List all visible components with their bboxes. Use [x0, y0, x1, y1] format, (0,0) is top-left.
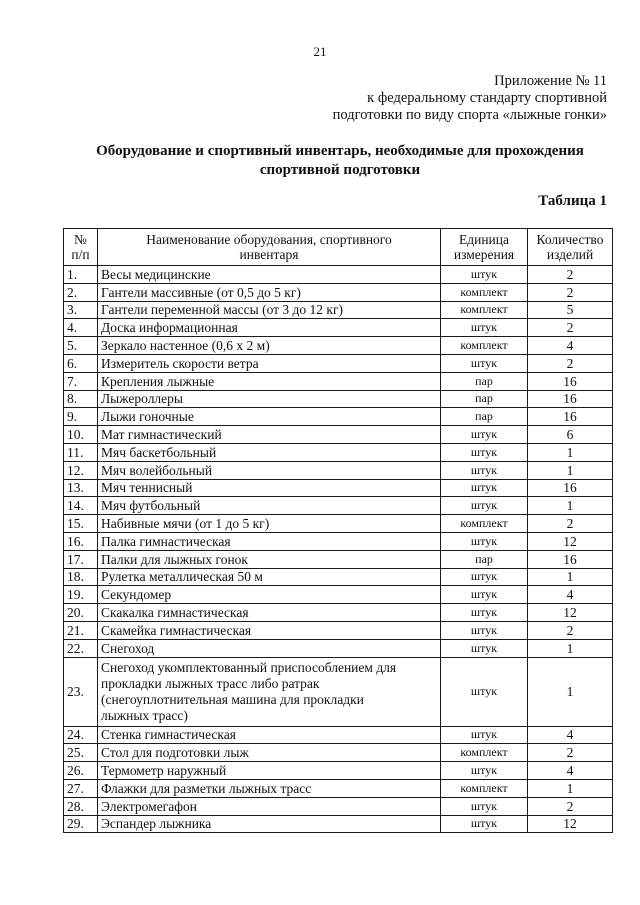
row-number: 21. [64, 621, 98, 639]
header-name [98, 229, 441, 266]
row-number: 23. [64, 657, 98, 726]
row-name: Секундомер [98, 586, 441, 604]
row-name: Рулетка металлическая 50 м [98, 568, 441, 586]
table-row [64, 586, 613, 604]
row-quantity: 2 [528, 319, 613, 337]
row-unit: штук [441, 815, 528, 833]
row-number: 3. [64, 301, 98, 319]
table-row [64, 532, 613, 550]
row-name: Мяч баскетбольный [98, 443, 441, 461]
row-name: Электромегафон [98, 797, 441, 815]
table-row [64, 726, 613, 744]
header-unit-line-1: Единица [458, 232, 509, 247]
row-unit: штук [441, 426, 528, 444]
table-row [64, 266, 613, 284]
row-quantity: 6 [528, 426, 613, 444]
row-unit: штук [441, 532, 528, 550]
table-row [64, 797, 613, 815]
title-line-1: Оборудование и спортивный инвентарь, необходимые для прохождения [96, 143, 584, 159]
row-quantity: 2 [528, 515, 613, 533]
row-number: 8. [64, 390, 98, 408]
row-unit: штук [441, 586, 528, 604]
row-unit: штук [441, 762, 528, 780]
row-unit: пар [441, 550, 528, 568]
title-line-2: спортивной подготовки [259, 162, 421, 178]
table-header-row [64, 229, 613, 266]
row-name: Флажки для разметки лыжных трасс [98, 779, 441, 797]
row-number: 5. [64, 337, 98, 355]
row-number: 27. [64, 779, 98, 797]
row-unit: штук [441, 266, 528, 284]
row-number: 26. [64, 762, 98, 780]
row-unit: штук [441, 726, 528, 744]
row-number: 2. [64, 283, 98, 301]
header-qty-line-2: изделий [546, 247, 594, 262]
header-unit [441, 229, 528, 266]
row-unit: комплект [441, 301, 528, 319]
row-name: Мат гимнастический [98, 426, 441, 444]
header-unit-line-2: измерения [453, 247, 515, 262]
row-number: 4. [64, 319, 98, 337]
row-quantity: 12 [528, 815, 613, 833]
row-number: 12. [64, 461, 98, 479]
row-name: Снегоход [98, 639, 441, 657]
row-unit: пар [441, 372, 528, 390]
appendix-line-1: Приложение № 11 [494, 73, 607, 89]
row-quantity: 1 [528, 779, 613, 797]
row-number: 11. [64, 443, 98, 461]
table-row [64, 461, 613, 479]
row-quantity: 12 [528, 532, 613, 550]
row-name-line: Снегоход укомплектованный приспособлением для [101, 659, 397, 675]
row-unit: пар [441, 390, 528, 408]
row-name: Мяч теннисный [98, 479, 441, 497]
header-num-line-2: п/п [71, 247, 90, 262]
row-number: 20. [64, 604, 98, 622]
row-number: 16. [64, 532, 98, 550]
row-unit: штук [441, 443, 528, 461]
row-quantity: 16 [528, 479, 613, 497]
row-name: Набивные мячи (от 1 до 5 кг) [98, 515, 441, 533]
table-row [64, 621, 613, 639]
row-unit: штук [441, 319, 528, 337]
table-row [64, 657, 613, 726]
equipment-table [63, 228, 613, 833]
header-qty-line-1: Количество [536, 232, 604, 247]
row-number: 1. [64, 266, 98, 284]
row-name: Лыжероллеры [98, 390, 441, 408]
table-row [64, 744, 613, 762]
table-row [64, 301, 613, 319]
row-quantity: 1 [528, 497, 613, 515]
row-unit: пар [441, 408, 528, 426]
table-row [64, 762, 613, 780]
document-title [40, 142, 640, 180]
row-name: Стенка гимнастическая [98, 726, 441, 744]
table-row [64, 479, 613, 497]
row-number: 29. [64, 815, 98, 833]
row-number: 13. [64, 479, 98, 497]
row-quantity: 1 [528, 639, 613, 657]
table-row [64, 604, 613, 622]
row-unit: штук [441, 621, 528, 639]
row-name: Измеритель скорости ветра [98, 354, 441, 372]
table-row [64, 497, 613, 515]
row-name: Лыжи гоночные [98, 408, 441, 426]
row-quantity: 4 [528, 337, 613, 355]
row-number: 9. [64, 408, 98, 426]
row-unit: комплект [441, 337, 528, 355]
row-unit: штук [441, 461, 528, 479]
row-unit: штук [441, 568, 528, 586]
table-row [64, 639, 613, 657]
row-quantity: 4 [528, 726, 613, 744]
table-row [64, 443, 613, 461]
table-row [64, 568, 613, 586]
row-unit: комплект [441, 744, 528, 762]
row-number: 18. [64, 568, 98, 586]
row-unit: штук [441, 354, 528, 372]
header-num-line-1: № [74, 232, 87, 247]
row-quantity: 16 [528, 372, 613, 390]
row-name: Скамейка гимнастическая [98, 621, 441, 639]
row-name: Стол для подготовки лыж [98, 744, 441, 762]
row-quantity: 1 [528, 443, 613, 461]
table-body [64, 266, 613, 833]
row-quantity: 4 [528, 586, 613, 604]
row-number: 28. [64, 797, 98, 815]
table-row [64, 815, 613, 833]
row-name: Весы медицинские [98, 266, 441, 284]
row-number: 19. [64, 586, 98, 604]
row-number: 25. [64, 744, 98, 762]
row-unit: штук [441, 479, 528, 497]
row-quantity: 2 [528, 744, 613, 762]
table-row [64, 319, 613, 337]
row-number: 24. [64, 726, 98, 744]
header-name-line-1: Наименование оборудования, спортивного [146, 232, 392, 247]
row-name-line: лыжных трасс) [101, 707, 188, 723]
row-quantity: 12 [528, 604, 613, 622]
row-name: Палки для лыжных гонок [98, 550, 441, 568]
row-quantity: 16 [528, 390, 613, 408]
row-quantity: 16 [528, 550, 613, 568]
row-number: 17. [64, 550, 98, 568]
row-quantity: 1 [528, 461, 613, 479]
table-row [64, 408, 613, 426]
row-number: 14. [64, 497, 98, 515]
row-quantity: 1 [528, 568, 613, 586]
header-name-line-2: инвентаря [239, 247, 299, 262]
row-name [98, 657, 441, 726]
table-row [64, 515, 613, 533]
row-unit: штук [441, 797, 528, 815]
table-row [64, 283, 613, 301]
row-unit: комплект [441, 515, 528, 533]
row-name: Гантели массивные (от 0,5 до 5 кг) [98, 283, 441, 301]
page-number: 21 [313, 44, 327, 59]
row-name: Термометр наружный [98, 762, 441, 780]
table-row [64, 337, 613, 355]
row-number: 7. [64, 372, 98, 390]
row-quantity: 2 [528, 354, 613, 372]
header-num [64, 229, 98, 266]
row-unit: штук [441, 657, 528, 726]
header-qty [528, 229, 613, 266]
row-unit: штук [441, 604, 528, 622]
table-row [64, 354, 613, 372]
row-quantity: 5 [528, 301, 613, 319]
row-name: Гантели переменной массы (от 3 до 12 кг) [98, 301, 441, 319]
row-unit: комплект [441, 283, 528, 301]
row-name: Крепления лыжные [98, 372, 441, 390]
row-name: Мяч футбольный [98, 497, 441, 515]
row-quantity: 2 [528, 266, 613, 284]
row-name: Зеркало настенное (0,6 х 2 м) [98, 337, 441, 355]
row-number: 22. [64, 639, 98, 657]
table-row [64, 779, 613, 797]
row-unit: комплект [441, 779, 528, 797]
row-name-line: (снегоуплотнительная машина для прокладки [101, 691, 364, 707]
row-quantity: 2 [528, 283, 613, 301]
appendix-line-3: подготовки по виду спорта «лыжные гонки» [332, 107, 607, 123]
row-name: Эспандер лыжника [98, 815, 441, 833]
row-number: 10. [64, 426, 98, 444]
row-quantity: 2 [528, 797, 613, 815]
row-unit: штук [441, 639, 528, 657]
row-quantity: 1 [528, 657, 613, 726]
row-name: Мяч волейбольный [98, 461, 441, 479]
appendix-heading [333, 73, 607, 124]
table-label: Таблица 1 [538, 193, 607, 209]
row-quantity: 16 [528, 408, 613, 426]
row-unit: штук [441, 497, 528, 515]
table-row [64, 550, 613, 568]
table-row [64, 372, 613, 390]
row-name: Палка гимнастическая [98, 532, 441, 550]
row-number: 6. [64, 354, 98, 372]
row-number: 15. [64, 515, 98, 533]
row-name: Скакалка гимнастическая [98, 604, 441, 622]
table-row [64, 390, 613, 408]
row-quantity: 2 [528, 621, 613, 639]
row-name: Доска информационная [98, 319, 441, 337]
row-name-line: прокладки лыжных трасс либо ратрак [101, 675, 320, 691]
appendix-line-2: к федеральному стандарту спортивной [367, 90, 607, 106]
table-row [64, 426, 613, 444]
row-quantity: 4 [528, 762, 613, 780]
